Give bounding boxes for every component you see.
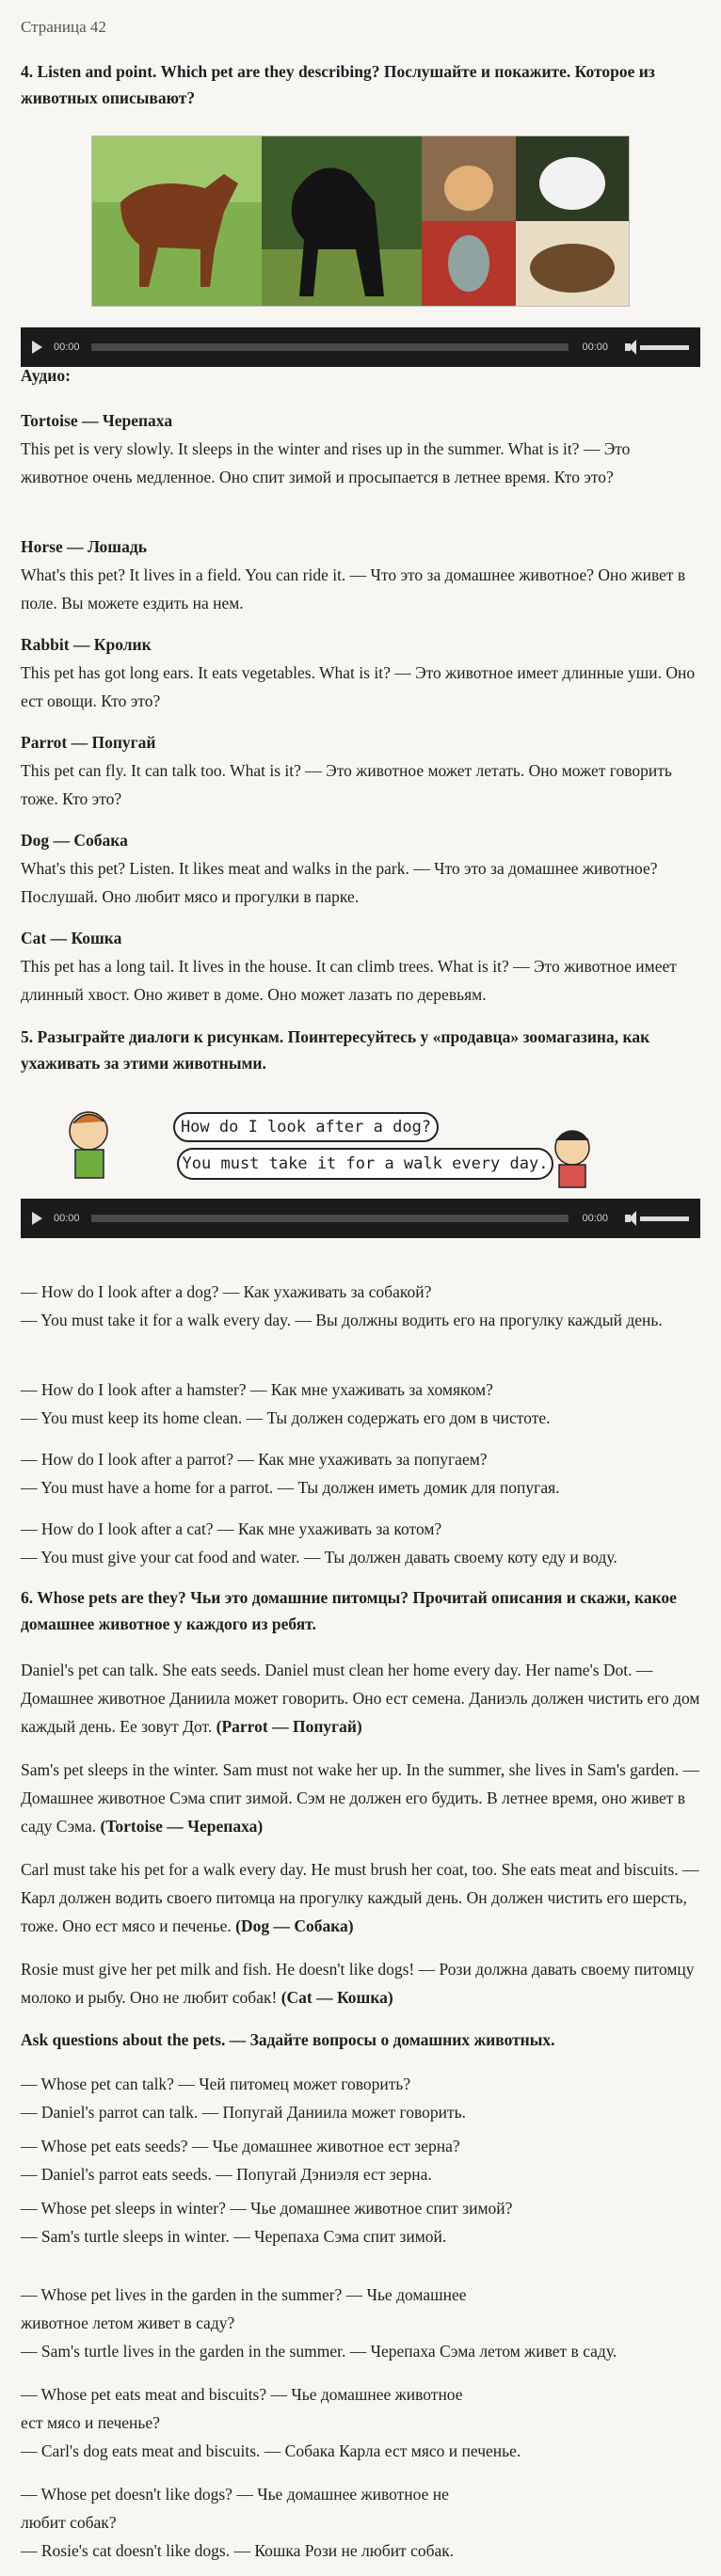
volume-slider[interactable]: [640, 1216, 689, 1221]
dialog-item: [21, 1278, 700, 1334]
dialog-answer: — You must have a home for a parrot. — Ты должен иметь домик для попугая.: [21, 1478, 560, 1497]
qa-answer: — Sam's turtle lives in the garden in the summer. — Черепаха Сэма летом живет в саду.: [21, 2342, 617, 2361]
item-text: What's this pet? It lives in a field. You can ride it. — Что это за домашнее животное? Оно живет в поле. Вы можете ездить на нем.: [21, 565, 686, 612]
audio-player-2[interactable]: [21, 1199, 700, 1238]
tortoise-icon: [530, 244, 615, 293]
audio-label: Аудио:: [21, 366, 71, 385]
description-text: Carl must take his pet for a walk every day. He must brush her coat, too. She eats meat and biscuits. — Карл должен водить своего питомца на прогулку каждый день. Он должен чистить его шерсть, тоже. Оно ест мясо и печенье.: [21, 1860, 699, 1935]
qa-question: — Whose pet doesn't like dogs? — Чье домашнее животное не: [21, 2485, 449, 2504]
qa-question: — Whose pet eats meat and biscuits? — Чье домашнее животное: [21, 2385, 463, 2404]
dialog-question: — How do I look after a dog? — Как ухаживать за собакой?: [21, 1282, 432, 1301]
dialog-answer: — You must take it for a walk every day. — Вы должны водить его на прогулку каждый день.: [21, 1311, 663, 1329]
speech-bubble-question: How do I look after a dog?: [173, 1112, 439, 1142]
item-text: This pet can fly. It can talk too. What is it? — Это животное может летать. Оно может говорить тоже. Кто это?: [21, 761, 672, 808]
audio-progress-bar[interactable]: [91, 1215, 569, 1222]
ask-questions-title: Ask questions about the pets. — Задайте вопросы о домашних животных.: [21, 2030, 555, 2049]
ex4-item: [21, 533, 700, 617]
item-heading: Tortoise — Черепаха: [21, 411, 173, 430]
description-text: Sam's pet sleeps in the winter. Sam must not wake her up. In the summer, she lives in Sam's garden. — Домашнее животное Сэма спит зимой. Сэм не должен его будить. В летнее время, оно живет в саду Сэма.: [21, 1760, 700, 1836]
item-heading: Parrot — Попугай: [21, 733, 156, 752]
pet-description: [21, 1656, 700, 1741]
pet-description: [21, 1855, 700, 1940]
pet-description: [21, 1756, 700, 1840]
qa-item: [21, 2480, 700, 2565]
dialog-item: [21, 1515, 700, 1571]
audio-current-time: 00:00: [54, 1212, 80, 1224]
dialog-item: [21, 1445, 700, 1502]
qa-question: — Whose pet lives in the garden in the summer? — Чье домашнее: [21, 2285, 467, 2304]
dialog-question: — How do I look after a hamster? — Как мне ухаживать за хомяком?: [21, 1380, 493, 1399]
qa-item: [21, 2380, 700, 2465]
play-icon[interactable]: [32, 341, 42, 354]
dialog-question: — How do I look after a cat? — Как мне ухаживать за котом?: [21, 1519, 442, 1538]
ex4-item: [21, 924, 700, 1009]
ex4-item: [21, 406, 700, 491]
qa-answer: — Daniel's parrot can talk. — Попугай Даниила может говорить.: [21, 2103, 466, 2122]
pets-photo-collage: [91, 135, 630, 307]
qa-question: — Whose pet can talk? — Чей питомец может говорить?: [21, 2075, 411, 2093]
qa-item: [21, 2281, 700, 2365]
pet-description: [21, 1955, 700, 2012]
volume-icon[interactable]: [625, 1215, 631, 1222]
item-text: What's this pet? Listen. It likes meat and walks in the park. — Что это за домашнее животное? Послушай. Оно любит мясо и прогулки в парке.: [21, 859, 658, 906]
description-answer: (Parrot — Попугай): [216, 1717, 362, 1736]
description-answer: (Tortoise — Черепаха): [100, 1817, 264, 1836]
description-text: Daniel's pet can talk. She eats seeds. Daniel must clean her home every day. Her name's Dot. — Домашнее животное Даниила может говорить. Оно ест семена. Даниэль должен чистить его дом каждый день. Ее зовут Дот.: [21, 1661, 700, 1736]
ex4-item: [21, 630, 700, 715]
play-icon[interactable]: [32, 1212, 42, 1225]
ex4-item: [21, 728, 700, 813]
item-heading: Cat — Кошка: [21, 929, 122, 947]
qa-question: — Whose pet sleeps in winter? — Чье домашнее животное спит зимой?: [21, 2199, 513, 2218]
qa-question-cont: животное летом живет в саду?: [21, 2314, 235, 2332]
qa-answer: — Rosie's cat doesn't like dogs. — Кошка Рози не любит собак.: [21, 2541, 455, 2560]
description-answer: (Dog — Собака): [235, 1916, 354, 1935]
dialog-answer: — You must keep its home clean. — Ты должен содержать его дом в чистоте.: [21, 1408, 551, 1427]
qa-item: [21, 2070, 700, 2126]
audio-duration: 00:00: [582, 1212, 608, 1224]
audio-current-time: 00:00: [54, 341, 80, 353]
rabbit-icon: [539, 157, 605, 210]
volume-icon[interactable]: [625, 343, 631, 351]
parrot-icon: [448, 235, 489, 292]
item-text: This pet is very slowly. It sleeps in the winter and rises up in the summer. What is it? — Это животное очень медленное. Оно спит зимой и просыпается в летнее время. Кто это?: [21, 439, 631, 486]
item-heading: Horse — Лошадь: [21, 537, 147, 556]
dialog-answer: — You must give your cat food and water. — Ты должен давать своему коту еду и воду.: [21, 1548, 617, 1566]
qa-question-cont: любит собак?: [21, 2513, 117, 2532]
audio-duration: 00:00: [582, 341, 608, 353]
ex4-item: [21, 826, 700, 911]
description-answer: (Cat — Кошка): [280, 1988, 393, 2007]
qa-answer: — Carl's dog eats meat and biscuits. — Собака Карла ест мясо и печенье.: [21, 2441, 521, 2460]
item-heading: Dog — Собака: [21, 831, 128, 850]
volume-slider[interactable]: [640, 345, 689, 350]
qa-answer: — Daniel's parrot eats seeds. — Попугай Дэниэля ест зерна.: [21, 2165, 432, 2184]
dialog-question: — How do I look after a parrot? — Как мне ухаживать за попугаем?: [21, 1450, 488, 1469]
speech-bubble-answer: You must take it for a walk every day.: [177, 1148, 553, 1180]
item-heading: Rabbit — Кролик: [21, 635, 152, 654]
dialog-illustration: [68, 1103, 595, 1189]
cat-icon: [444, 166, 493, 211]
ex4-title: 4. Listen and point. Which pet are they describing? Послушайте и покажите. Которое из животных описывают?: [21, 62, 655, 107]
audio-progress-bar[interactable]: [91, 343, 569, 351]
qa-question-cont: ест мясо и печенье?: [21, 2413, 160, 2432]
ex6-title: 6. Whose pets are they? Чьи это домашние питомцы? Прочитай описания и скажи, какое домашнее животное у каждого из ребят.: [21, 1588, 677, 1633]
ex5-title: 5. Разыграйте диалоги к рисункам. Поинтересуйтесь у «продавца» зоомагазина, как ухаживать за этими животными.: [21, 1027, 650, 1073]
qa-item: [21, 2132, 700, 2188]
page-number: Страница 42: [21, 18, 106, 36]
description-text: Rosie must give her pet milk and fish. He doesn't like dogs! — Рози должна давать своему питомцу молоко и рыбу. Оно не любит собак!: [21, 1960, 695, 2007]
qa-question: — Whose pet eats seeds? — Чье домашнее животное ест зерна?: [21, 2137, 460, 2155]
qa-item: [21, 2194, 700, 2250]
item-text: This pet has a long tail. It lives in the house. It can climb trees. What is it? — Это животное имеет длинный хвост. Оно живет в доме. Оно может лазать по деревьям.: [21, 957, 677, 1004]
qa-answer: — Sam's turtle sleeps in winter. — Черепаха Сэма спит зимой.: [21, 2227, 447, 2246]
item-text: This pet has got long ears. It eats vegetables. What is it? — Это животное имеет длинные уши. Оно ест овощи. Кто это?: [21, 663, 696, 710]
dialog-item: [21, 1375, 700, 1432]
